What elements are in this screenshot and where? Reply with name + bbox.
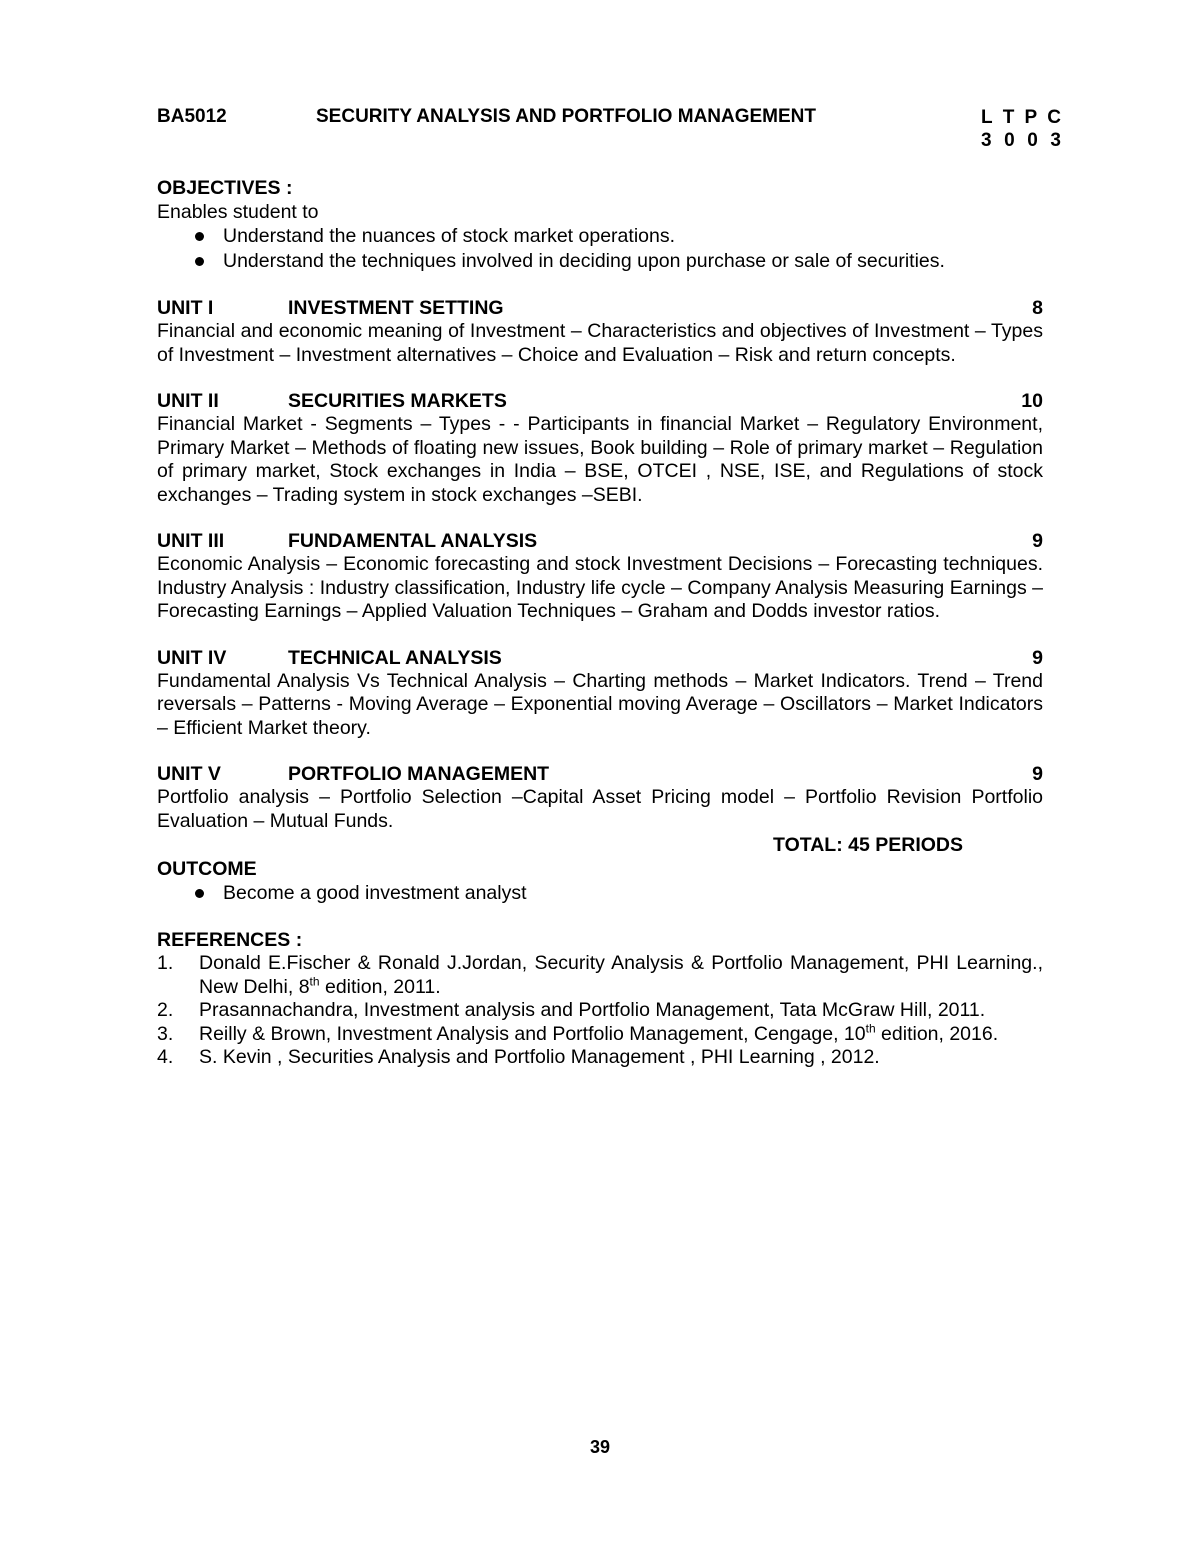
syllabus-page bbox=[157, 106, 1061, 1070]
bullet-icon bbox=[195, 232, 204, 241]
ltpc-value-l: 3 bbox=[981, 130, 992, 151]
ltpc-values bbox=[981, 129, 1061, 152]
reference-text: Reilly & Brown, Investment Analysis and Portfolio Management, Cengage, 10 bbox=[199, 1022, 866, 1045]
total-periods: TOTAL: 45 PERIODS bbox=[773, 834, 963, 856]
ltpc-value-c: 3 bbox=[1050, 130, 1061, 151]
unit-3 bbox=[157, 529, 1043, 624]
unit-5 bbox=[157, 762, 1043, 833]
unit-heading bbox=[157, 646, 1043, 670]
page-number: 39 bbox=[589, 1437, 611, 1457]
course-title: SECURITY ANALYSIS AND PORTFOLIO MANAGEMENT bbox=[316, 106, 817, 127]
bullet-icon bbox=[195, 889, 204, 898]
ltpc-value-p: 0 bbox=[1027, 130, 1038, 151]
unit-content: Economic Analysis – Economic forecasting and stock Investment Decisions – Forecasting techniques. Industry Analysis : Industry classification, Industry life cycle – Company Analysis Measuring Earnings – Forecasting Earnings – Applied Valuation Techniques – Graham and Dodds investor ratios. bbox=[157, 553, 1043, 622]
outcome-list bbox=[157, 881, 1043, 906]
reference-number: 4. bbox=[157, 1046, 174, 1068]
unit-hours: 9 bbox=[1032, 530, 1043, 552]
reference-item bbox=[157, 952, 1043, 999]
reference-text-tail: edition, 2016. bbox=[875, 1022, 999, 1045]
unit-title: TECHNICAL ANALYSIS bbox=[288, 646, 502, 669]
unit-content: Financial Market - Segments – Types - - Participants in financial Market – Regulatory Environment, Primary Market – Methods of floating new issues, Book building – Role of primary market – Regulation of primary market, Stock exchanges in India – BSE, OTCEI , NSE, ISE, and Regulations of stock exchanges – Trading system in stock exchanges –SEBI. bbox=[157, 413, 1043, 506]
outcome-item bbox=[157, 881, 1043, 906]
course-code: BA5012 bbox=[157, 106, 227, 127]
ltpc-table bbox=[981, 106, 1061, 152]
unit-heading bbox=[157, 762, 1043, 786]
unit-hours: 10 bbox=[1021, 390, 1043, 412]
bullet-icon bbox=[195, 257, 204, 266]
unit-title: FUNDAMENTAL ANALYSIS bbox=[288, 530, 538, 552]
reference-item bbox=[157, 999, 1043, 1023]
reference-text-tail: edition, 2011. bbox=[319, 975, 441, 998]
outcome-text: Become a good investment analyst bbox=[223, 882, 527, 904]
unit-content: Fundamental Analysis Vs Technical Analysis – Charting methods – Market Indicators. Trend – Trend reversals – Patterns - Moving Average – Exponential moving Average – Oscillators – Market Indicators – Efficient Market theory. bbox=[157, 669, 1043, 739]
unit-content: Financial and economic meaning of Investment – Characteristics and objectives of Investment – Types of Investment – Investment alternatives – Choice and Evaluation – Risk and return concepts. bbox=[157, 320, 1043, 366]
objectives-intro: Enables student to bbox=[157, 201, 319, 223]
ltpc-label-t: T bbox=[1002, 107, 1015, 128]
ltpc-label-l: L bbox=[981, 107, 993, 128]
references-list bbox=[157, 952, 1043, 1070]
reference-text: Prasannachandra, Investment analysis and Portfolio Management, Tata McGraw Hill, 2011. bbox=[199, 999, 986, 1021]
unit-number: UNIT I bbox=[157, 297, 214, 319]
objectives-list bbox=[157, 224, 1043, 274]
ltpc-label-p: P bbox=[1024, 107, 1038, 128]
unit-hours: 8 bbox=[1032, 297, 1043, 319]
outcome-heading: OUTCOME bbox=[157, 858, 257, 880]
ltpc-value-t: 0 bbox=[1004, 130, 1015, 151]
unit-heading bbox=[157, 296, 1043, 320]
unit-number: UNIT V bbox=[157, 763, 221, 785]
reference-number: 1. bbox=[157, 952, 174, 974]
unit-number: UNIT II bbox=[157, 390, 219, 412]
references-heading: REFERENCES : bbox=[157, 929, 303, 951]
unit-content: Portfolio analysis – Portfolio Selection –Capital Asset Pricing model – Portfolio Revision Portfolio Evaluation – Mutual Funds. bbox=[157, 786, 1043, 832]
unit-4 bbox=[157, 646, 1043, 741]
unit-title: SECURITIES MARKETS bbox=[288, 390, 507, 412]
unit-1 bbox=[157, 296, 1043, 367]
reference-number: 3. bbox=[157, 1022, 174, 1045]
objective-item bbox=[157, 249, 1043, 274]
reference-text: Donald E.Fischer & Ronald J.Jordan, Security Analysis & Portfolio Management, PHI Learning., New Delhi, 8 bbox=[199, 952, 1043, 998]
unit-title: PORTFOLIO MANAGEMENT bbox=[288, 763, 550, 785]
reference-number: 2. bbox=[157, 999, 174, 1021]
objectives-heading: OBJECTIVES : bbox=[157, 177, 293, 199]
unit-2 bbox=[157, 389, 1043, 507]
unit-number: UNIT IV bbox=[157, 646, 227, 669]
reference-superscript: th bbox=[865, 1021, 876, 1035]
unit-heading bbox=[157, 389, 1043, 413]
reference-item bbox=[157, 1023, 1043, 1047]
objective-text: Understand the nuances of stock market operations. bbox=[223, 225, 676, 247]
unit-heading bbox=[157, 529, 1043, 553]
course-header bbox=[157, 106, 1061, 151]
objective-text: Understand the techniques involved in deciding upon purchase or sale of securities. bbox=[223, 250, 945, 272]
ltpc-labels bbox=[981, 106, 1061, 129]
reference-item bbox=[157, 1046, 1043, 1070]
ltpc-label-c: C bbox=[1047, 107, 1061, 128]
unit-hours: 9 bbox=[1032, 763, 1043, 785]
unit-title: INVESTMENT SETTING bbox=[288, 297, 504, 319]
unit-number: UNIT III bbox=[157, 530, 225, 552]
unit-hours: 9 bbox=[1032, 646, 1043, 669]
reference-text: S. Kevin , Securities Analysis and Portfolio Management , PHI Learning , 2012. bbox=[199, 1046, 880, 1068]
reference-superscript: th bbox=[309, 974, 320, 988]
objective-item bbox=[157, 224, 1043, 249]
